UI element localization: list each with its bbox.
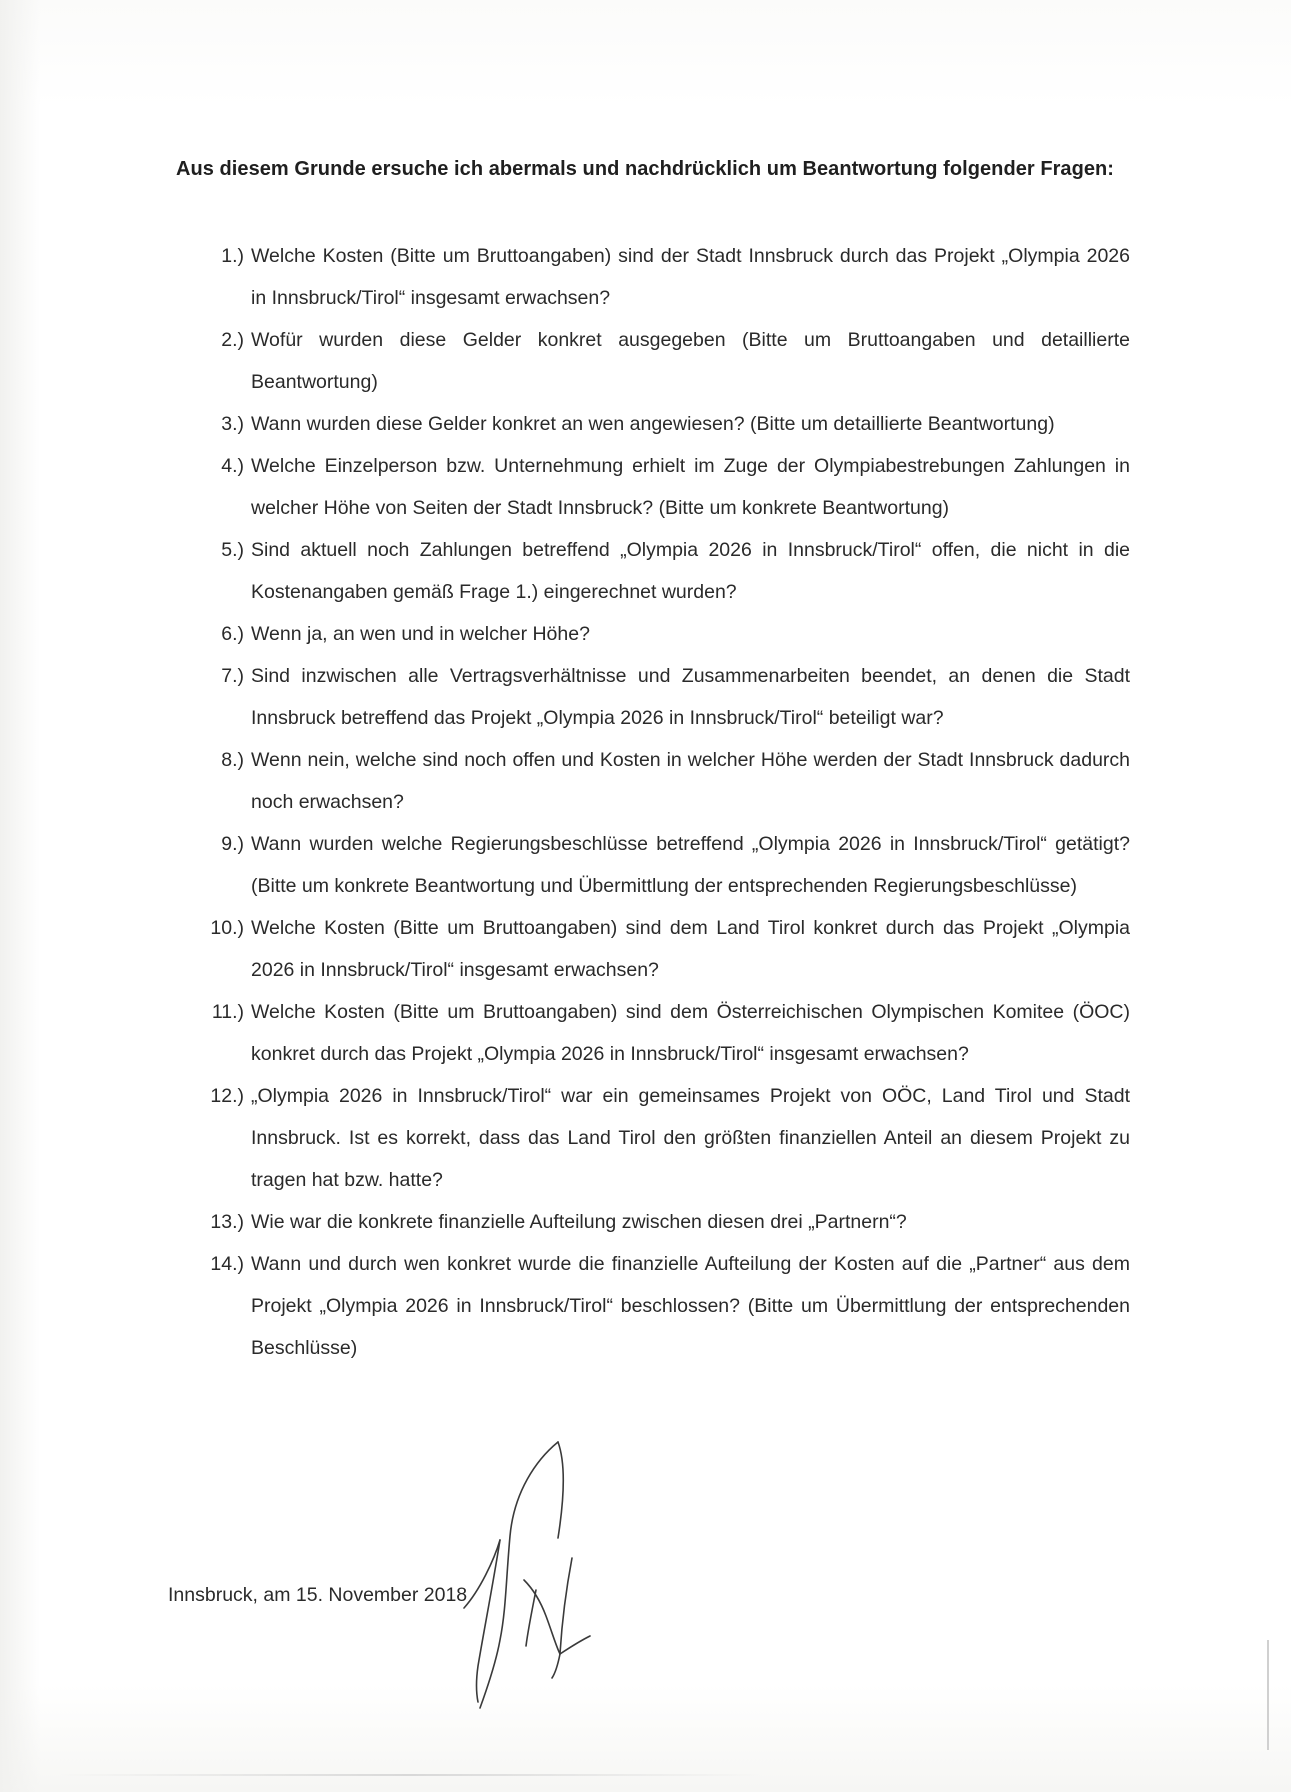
question-number: 3.) <box>221 413 244 435</box>
scan-edge <box>0 0 40 1792</box>
question-item <box>198 529 1130 613</box>
question-item <box>198 655 1130 739</box>
question-text: „Olympia 2026 in Innsbruck/Tirol“ war ein gemeinsames Projekt von OÖC, Land Tirol und Stadt Innsbruck. Ist es korrekt, dass das Land Tirol den größten finanziellen Anteil an diesem Projekt zu tragen hat bzw. hatte? <box>251 1085 1130 1191</box>
question-item <box>198 1243 1130 1369</box>
question-text: Wann und durch wen konkret wurde die finanzielle Aufteilung der Kosten auf die „Partner“ aus dem Projekt „Olympia 2026 in Innsbruck/Tirol“ beschlossen? (Bitte um Übermittlung der entsprechenden Beschlüsse) <box>251 1253 1130 1359</box>
question-item <box>198 613 1130 655</box>
question-item <box>198 907 1130 991</box>
question-number: 6.) <box>221 623 244 645</box>
question-item <box>198 235 1130 319</box>
question-text: Wann wurden diese Gelder konkret an wen angewiesen? (Bitte um detaillierte Beantwortung) <box>251 413 1055 435</box>
scan-artifact-right <box>1267 1640 1269 1750</box>
question-item <box>198 1075 1130 1201</box>
scan-artifact-bottom <box>60 1774 760 1776</box>
handwritten-signature <box>440 1440 600 1720</box>
question-text: Welche Kosten (Bitte um Bruttoangaben) sind dem Land Tirol konkret durch das Projekt „Olympia 2026 in Innsbruck/Tirol“ insgesamt erwachsen? <box>251 917 1130 981</box>
question-item <box>198 991 1130 1075</box>
question-text: Welche Einzelperson bzw. Unternehmung erhielt im Zuge der Olympiabestrebungen Zahlungen in welcher Höhe von Seiten der Stadt Innsbruck? (Bitte um konkrete Beantwortung) <box>251 455 1130 519</box>
question-text: Sind aktuell noch Zahlungen betreffend „Olympia 2026 in Innsbruck/Tirol“ offen, die nicht in die Kostenangaben gemäß Frage 1.) eingerechnet wurden? <box>251 539 1130 603</box>
question-number: 5.) <box>221 539 244 561</box>
document-heading: Aus diesem Grunde ersuche ich abermals und nachdrücklich um Beantwortung folgender Fragen: <box>176 158 1115 180</box>
question-number: 14.) <box>210 1253 244 1275</box>
question-item <box>198 1201 1130 1243</box>
question-text: Wie war die konkrete finanzielle Aufteilung zwischen diesen drei „Partnern“? <box>251 1211 907 1233</box>
question-number: 10.) <box>210 917 244 939</box>
question-text: Wenn nein, welche sind noch offen und Kosten in welcher Höhe werden der Stadt Innsbruck dadurch noch erwachsen? <box>251 749 1130 813</box>
question-number: 9.) <box>221 833 244 855</box>
question-text: Wofür wurden diese Gelder konkret ausgegeben (Bitte um Bruttoangaben und detaillierte Beantwortung) <box>251 329 1130 393</box>
question-number: 2.) <box>221 329 244 351</box>
question-text: Welche Kosten (Bitte um Bruttoangaben) sind der Stadt Innsbruck durch das Projekt „Olympia 2026 in Innsbruck/Tirol“ insgesamt erwachsen? <box>251 245 1130 309</box>
question-number: 1.) <box>221 245 244 267</box>
question-number: 13.) <box>210 1211 244 1233</box>
question-number: 12.) <box>210 1085 244 1107</box>
question-item <box>198 823 1130 907</box>
question-number: 4.) <box>221 455 244 477</box>
question-list <box>198 235 1130 1369</box>
question-number: 7.) <box>221 665 244 687</box>
question-number: 11.) <box>211 1001 244 1023</box>
question-item <box>198 403 1130 445</box>
question-text: Wann wurden welche Regierungsbeschlüsse betreffend „Olympia 2026 in Innsbruck/Tirol“ getätigt? (Bitte um konkrete Beantwortung und Übermittlung der entsprechenden Regierungsbeschlüsse) <box>251 833 1130 897</box>
question-item <box>198 445 1130 529</box>
question-item <box>198 319 1130 403</box>
question-text: Sind inzwischen alle Vertragsverhältnisse und Zusammenarbeiten beendet, an denen die Stadt Innsbruck betreffend das Projekt „Olympia 2026 in Innsbruck/Tirol“ beteiligt war? <box>251 665 1130 729</box>
question-text: Welche Kosten (Bitte um Bruttoangaben) sind dem Österreichischen Olympischen Komitee (ÖOC) konkret durch das Projekt „Olympia 2026 in Innsbruck/Tirol“ insgesamt erwachsen? <box>251 1001 1130 1065</box>
place-and-date: Innsbruck, am 15. November 2018 <box>168 1584 468 1606</box>
question-number: 8.) <box>221 749 244 771</box>
question-item <box>198 739 1130 823</box>
question-text: Wenn ja, an wen und in welcher Höhe? <box>251 623 590 645</box>
